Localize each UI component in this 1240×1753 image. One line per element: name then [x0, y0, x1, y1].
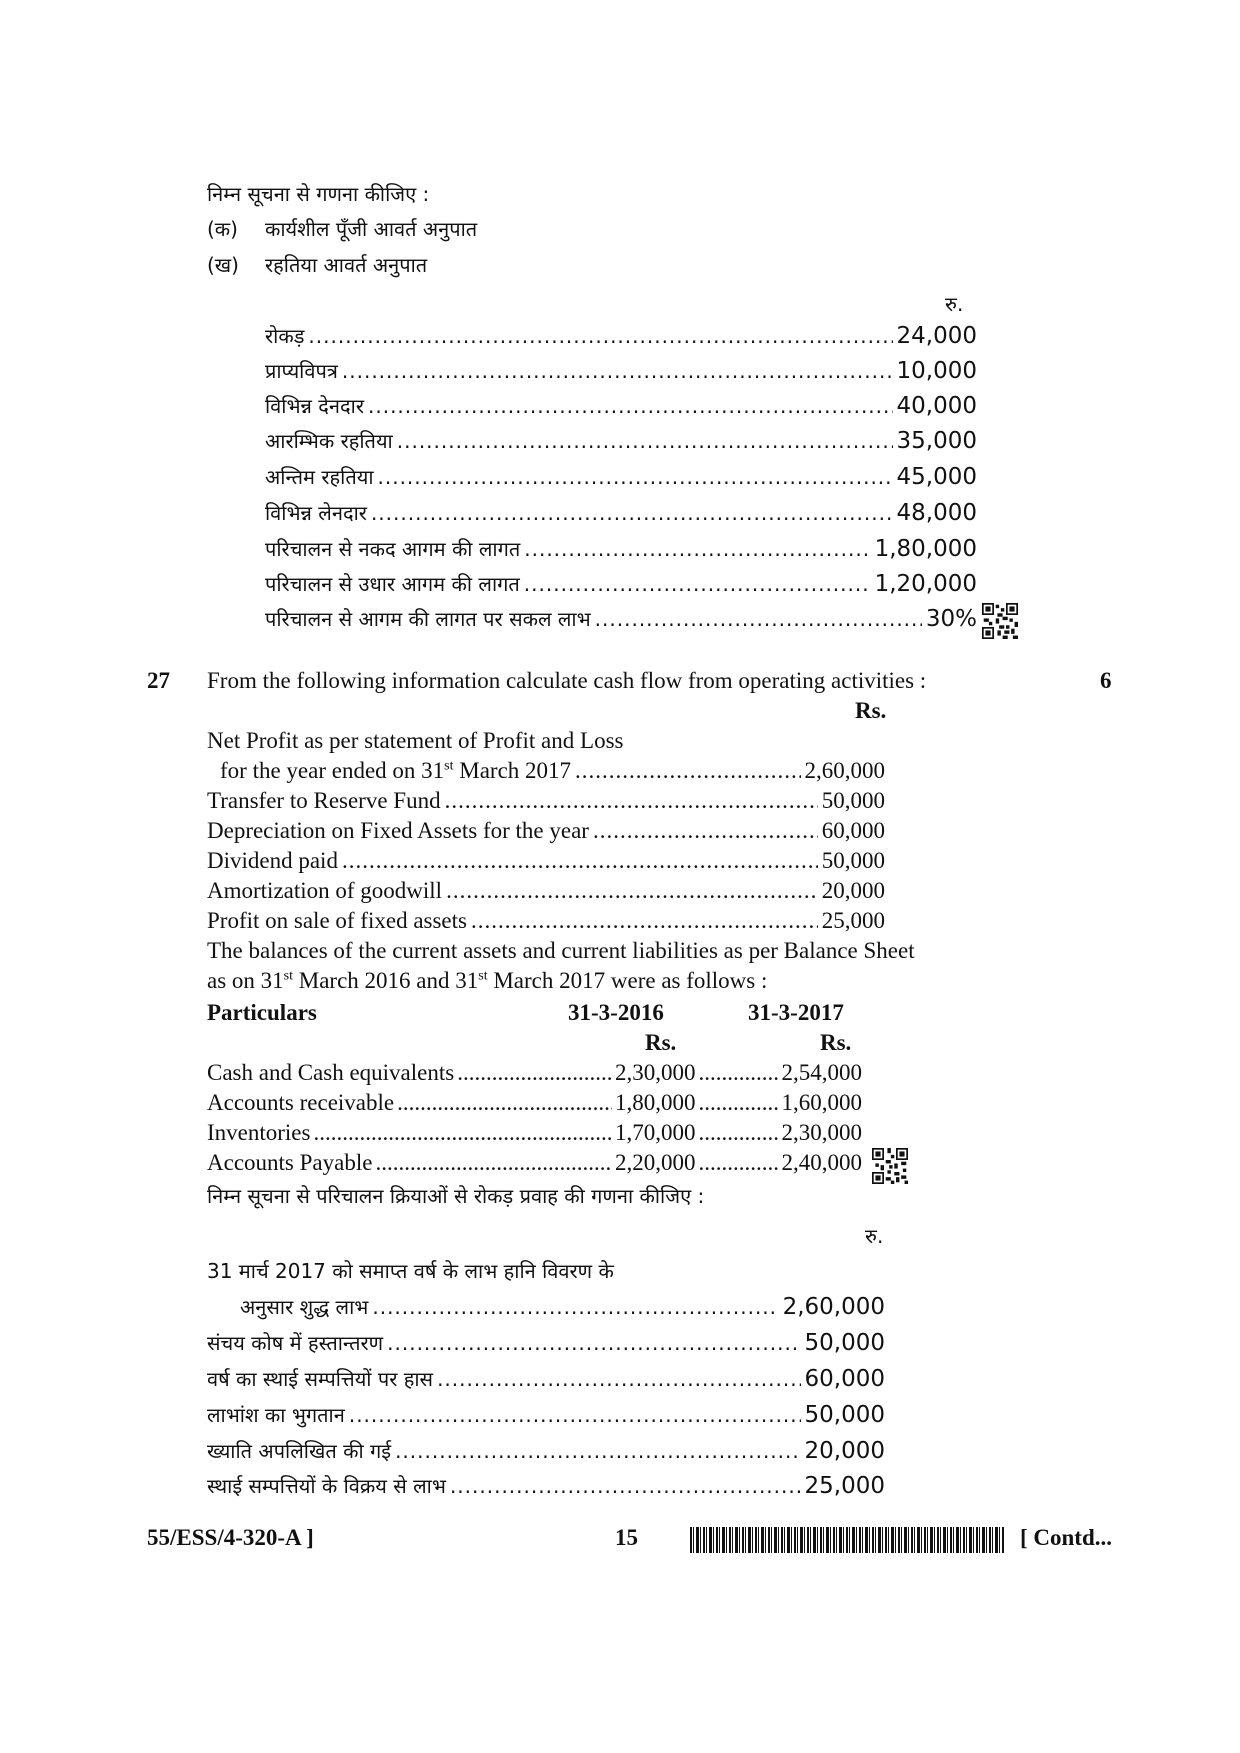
qr-code-icon — [982, 603, 1018, 639]
table-unit-2016: Rs. — [645, 1030, 677, 1055]
question-marks: 6 — [1100, 668, 1112, 693]
list-item: प्राप्यविपत्र ..... 10,000 — [265, 357, 977, 384]
currency-label: रु. — [865, 1224, 884, 1248]
balances-line1: The balances of the current assets and current liabilities as per Balance Sheet — [207, 938, 915, 963]
net-profit-row: for the year ended on 31st March 2017 ..... 2,60,000 — [220, 758, 885, 784]
hindi-question-text: निम्न सूचना से परिचालन क्रियाओं से रोकड़ प्रवाह की गणना कीजिए : — [207, 1184, 705, 1208]
list-item: लाभांश का भुगतान ..... 50,000 — [207, 1401, 885, 1428]
hindi-net-profit-row: अनुसार शुद्ध लाभ ..... 2,60,000 — [240, 1293, 885, 1320]
list-item: अन्तिम रहतिया ..... 45,000 — [265, 463, 977, 490]
table-header-particulars: Particulars — [207, 1000, 317, 1025]
list-item: विभिन्न लेनदार ..... 48,000 — [265, 499, 977, 526]
part-ka-label: (क) — [207, 217, 238, 241]
barcode-icon — [690, 1527, 1005, 1553]
list-item: Transfer to Reserve Fund ..... 50,000 — [207, 788, 885, 814]
list-item: संचय कोष में हस्तान्तरण ..... 50,000 — [207, 1329, 885, 1356]
hindi-intro: निम्न सूचना से गणना कीजिए : — [207, 182, 430, 206]
part-ka-text: कार्यशील पूँजी आवर्त अनुपात — [265, 217, 478, 241]
list-item: स्थाई सम्पत्तियों के विक्रय से लाभ ..... 25,000 — [207, 1472, 885, 1499]
contd-label: [ Contd... — [1020, 1525, 1113, 1550]
part-kha-label: (ख) — [207, 253, 239, 277]
table-unit-2017: Rs. — [820, 1030, 852, 1055]
hindi-net-profit-line1: 31 मार्च 2017 को समाप्त वर्ष के लाभ हानि विवरण के — [207, 1259, 614, 1283]
table-row: Cash and Cash equivalents ..... 2,30,000 ..... 2,54,000 — [207, 1060, 862, 1086]
table-row: Accounts Payable ..... 2,20,000 ..... 2,40,000 — [207, 1150, 862, 1176]
page-number: 15 — [615, 1525, 638, 1550]
list-item: ख्याति अपलिखित की गई ..... 20,000 — [207, 1437, 885, 1464]
question-number: 27 — [147, 668, 170, 693]
paper-code: 55/ESS/4-320-A ] — [147, 1525, 314, 1550]
list-item: वर्ष का स्थाई सम्पत्तियों पर हास ..... 60,000 — [207, 1365, 885, 1392]
net-profit-line1: Net Profit as per statement of Profit and Loss — [207, 728, 624, 753]
qr-code-icon — [872, 1148, 908, 1184]
currency-label: रु. — [945, 292, 964, 316]
table-header-2016: 31-3-2016 — [568, 1000, 664, 1025]
table-row: Accounts receivable ..... 1,80,000 ..... 1,60,000 — [207, 1090, 862, 1116]
list-item: रोकड़ ..... 24,000 — [265, 322, 977, 349]
table-header-2017: 31-3-2017 — [748, 1000, 844, 1025]
list-item: परिचालन से उधार आगम की लागत ..... 1,20,000 — [265, 570, 977, 597]
table-row: Inventories ..... 1,70,000 ..... 2,30,000 — [207, 1120, 862, 1146]
part-kha-text: रहतिया आवर्त अनुपात — [265, 253, 428, 277]
list-item: आरम्भिक रहतिया ..... 35,000 — [265, 427, 977, 454]
list-item: Profit on sale of fixed assets ..... 25,000 — [207, 908, 885, 934]
list-item: Dividend paid ..... 50,000 — [207, 848, 885, 874]
list-item: Depreciation on Fixed Assets for the year ..... 60,000 — [207, 818, 885, 844]
list-item: विभिन्न देनदार ..... 40,000 — [265, 392, 977, 419]
question-text: From the following information calculate cash flow from operating activities : — [207, 668, 927, 693]
list-item: परिचालन से आगम की लागत पर सकल लाभ ..... 30% — [265, 605, 977, 632]
balances-line2: as on 31st March 2016 and 31st March 2017 were as follows : — [207, 968, 768, 993]
list-item: परिचालन से नकद आगम की लागत ..... 1,80,000 — [265, 535, 977, 562]
currency-label: Rs. — [855, 698, 887, 723]
list-item: Amortization of goodwill ..... 20,000 — [207, 878, 885, 904]
